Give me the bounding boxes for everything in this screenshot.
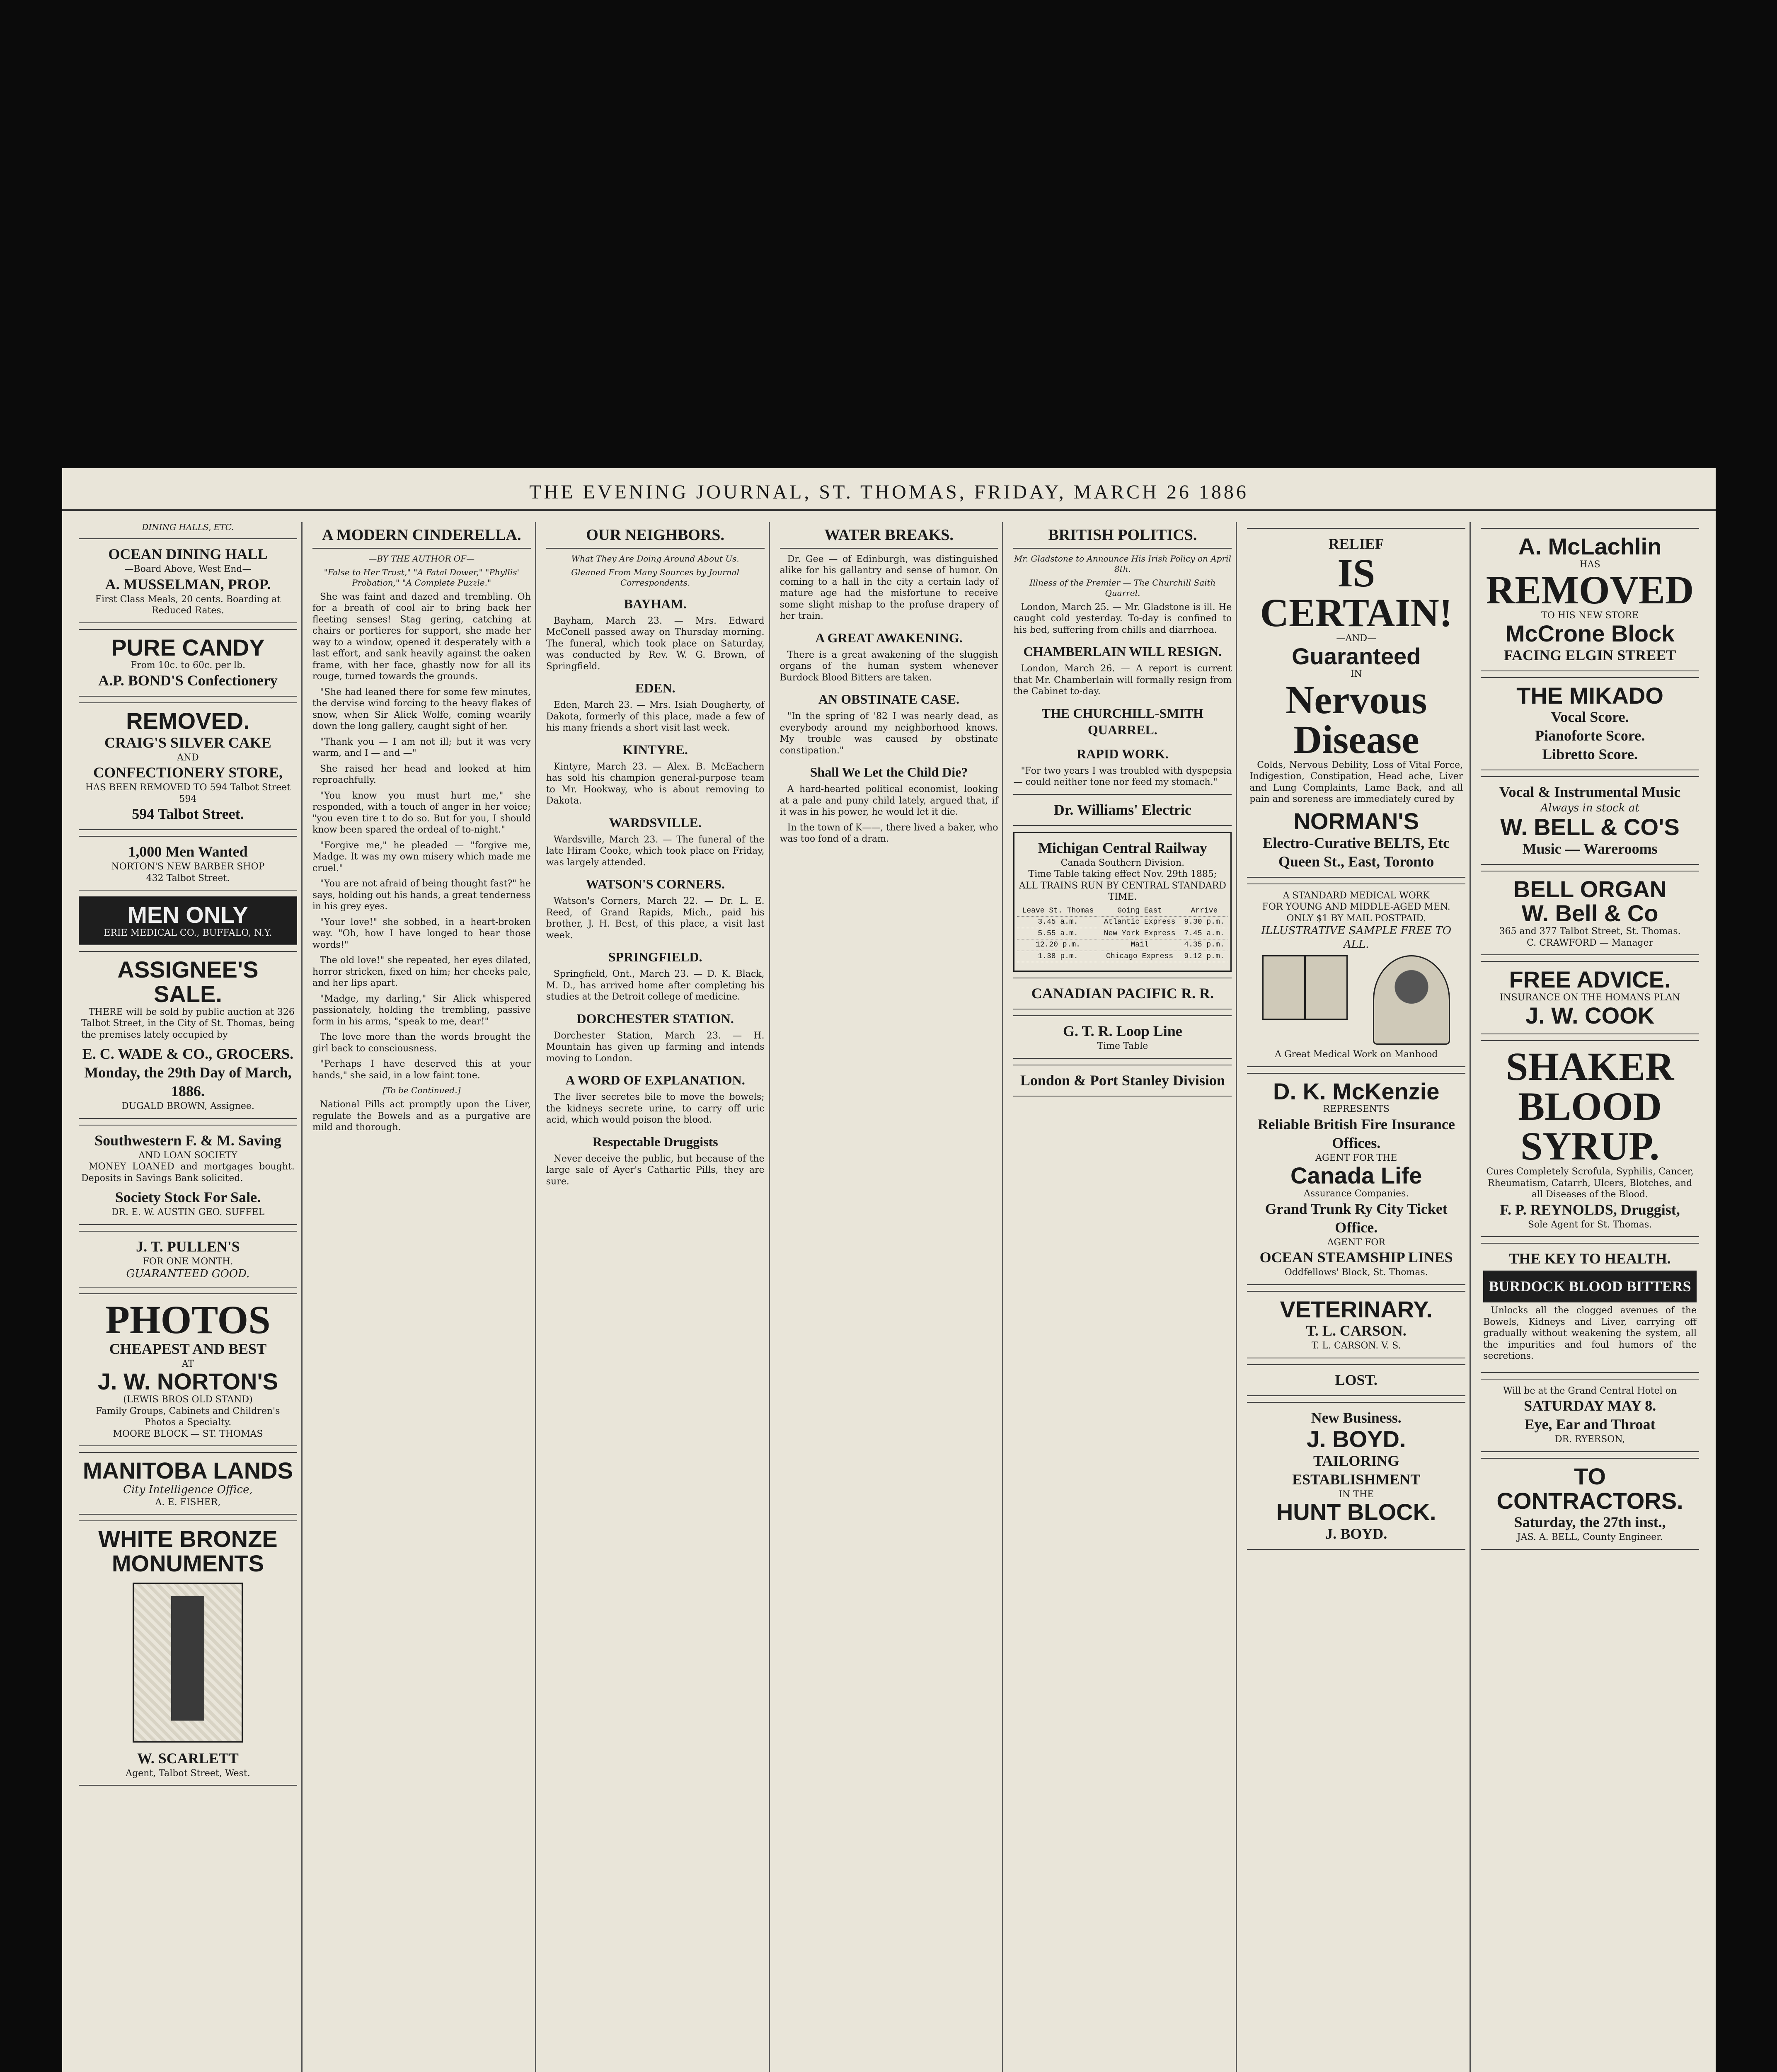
subhead: RAPID WORK. <box>1077 746 1169 761</box>
ad-title: TO CONTRACTORS. <box>1496 1463 1683 1514</box>
timetable-header: ALL TRAINS RUN BY CENTRAL STANDARD TIME. <box>1019 880 1226 902</box>
masthead: THE EVENING JOURNAL, ST. THOMAS, FRIDAY, MARCH 26 1886 <box>62 481 1716 511</box>
columns <box>75 522 1703 2072</box>
paragraph: Never deceive the public, but because of the large sale of Ayer's Cathartic Pills, they are sure. <box>546 1153 765 1187</box>
ad-and: —AND— <box>1336 633 1377 644</box>
ad-title: SHAKER BLOOD SYRUP. <box>1506 1044 1674 1169</box>
ad-name: T. L. CARSON. <box>1306 1322 1407 1339</box>
ad-title: OCEAN DINING HALL <box>108 546 268 562</box>
section-sub: Mr. Gladstone to Announce His Irish Policy on April 8th. <box>1014 553 1231 574</box>
ad-name: F. P. REYNOLDS, Druggist, <box>1500 1201 1680 1218</box>
ad-body: HAS BEEN REMOVED TO 594 Talbot Street 594 <box>85 782 291 804</box>
ad-at: AT <box>182 1358 194 1369</box>
ad-white-bronze <box>79 1520 297 1786</box>
ad-address: 365 and 377 Talbot Street, St. Thomas. <box>1499 926 1681 937</box>
subhead: A GREAT AWAKENING. <box>815 630 963 645</box>
ad-name: E. C. WADE & CO., GROCERS. <box>82 1046 294 1063</box>
timetable <box>1017 905 1228 963</box>
ad-title: Vocal & Instrumental Music <box>1499 784 1681 801</box>
column-4 <box>776 522 1004 2072</box>
column-7 <box>1477 522 1703 2072</box>
paragraph: The love more than the words brought the girl back to consciousness. <box>312 1032 531 1054</box>
paragraph: Kintyre, March 23. — Alex. B. McEachern has sold his champion general-purpose team to Mr. Hookway, who is about removing to Dakota. <box>546 761 765 806</box>
table-cell: Leave St. Thomas <box>1017 905 1099 917</box>
table-cell: 3.45 a.m. <box>1017 917 1099 928</box>
ad-manager: C. CRAWFORD — Manager <box>1527 937 1654 948</box>
ad-to: TO HIS NEW STORE <box>1541 610 1639 621</box>
ad-electric <box>1013 794 1232 826</box>
ad-body: THERE will be sold by public auction at 326 Talbot Street, in the City of St. Thomas, being the premises lately occupied by <box>81 1007 295 1040</box>
ad-sub: Always in stock at <box>1540 802 1639 815</box>
ad-body: Colds, Nervous Debility, Loss of Vital Force, Indigestion, Constipation, Head ache, Liver and Lung Complaints, Lame Back, and all pain and soreness are immediately cured by <box>1249 760 1463 805</box>
ad-sub: FOR YOUNG AND MIDDLE-AGED MEN. <box>1262 902 1450 913</box>
ad-nervous: Nervous <box>1286 677 1427 722</box>
section-title: BRITISH POLITICS. <box>1013 525 1232 549</box>
ad-sub: Eye, Ear and Throat <box>1524 1416 1656 1433</box>
ad-sub: MONUMENTS <box>111 1550 264 1576</box>
paragraph: "For two years I was troubled with dyspepsia — could neither tone nor feed my stomach." <box>1013 765 1232 787</box>
to-be-continued: [To be Continued.] <box>383 1085 461 1095</box>
table-cell: 7.45 a.m. <box>1181 928 1228 939</box>
ad-pullen <box>79 1231 297 1288</box>
table-cell: Going East <box>1099 905 1181 917</box>
section-sub-2: Gleaned From Many Sources by Journal Correspondents. <box>571 567 740 588</box>
ad-title: WHITE BRONZE <box>98 1526 278 1552</box>
paragraph: She raised her head and looked at him reproachfully. <box>312 763 531 785</box>
paragraph: Springfield, Ont., March 23. — D. K. Black, M. D., has arrived home after completing his studies at the Detroit college of medicine. <box>546 969 765 1002</box>
ad-title: Michigan Central Railway <box>1038 839 1207 856</box>
subhead: THE CHURCHILL-SMITH QUARREL. <box>1041 705 1203 737</box>
ad-sub-2: Time Table taking effect Nov. 29th 1885; <box>1028 869 1217 879</box>
table-cell: New York Express <box>1099 928 1181 939</box>
ad-footer: Agent, Talbot Street, West. <box>126 1768 250 1779</box>
table-cell: 4.35 p.m. <box>1181 939 1228 951</box>
ad-bell-music <box>1481 776 1699 864</box>
ad-block: McCrone Block <box>1505 620 1675 646</box>
ad-title: RELIEF <box>1328 535 1384 552</box>
ad-name: J. BOYD. <box>1306 1426 1406 1452</box>
ad-title: VETERINARY. <box>1280 1296 1433 1322</box>
ad-pure-candy <box>79 629 297 697</box>
ad-name: A.P. BOND'S Confectionery <box>98 672 278 689</box>
paragraph: "You know you must hurt me," she responded, with a touch of anger in her voice; "you even tire t to do so. But for you, I should know been spared the ordeal of to-night." <box>312 790 531 835</box>
ad-disease: Disease <box>1293 717 1419 762</box>
ad-address: Oddfellows' Block, St. Thomas. <box>1284 1267 1428 1278</box>
table-cell: 5.55 a.m. <box>1017 928 1099 939</box>
paragraph: Dr. Gee — of Edinburgh, was distinguished alike for his gallantry and sense of humor. On coming to a hall in the city a certain lady of mature age had the misfortune to receive some slight mishap to the profuse drapery of her train. <box>780 554 998 621</box>
ad-date: Monday, the 29th Day of March, 1886. <box>84 1064 292 1100</box>
table-row <box>1017 951 1228 962</box>
ad-title: BELL ORGAN <box>1513 876 1667 902</box>
ad-title: PURE CANDY <box>111 634 265 661</box>
ad-name: A. E. FISHER, <box>155 1497 221 1508</box>
section-title: DINING HALLS, ETC. <box>142 522 234 532</box>
ad-name: NORTON'S NEW BARBER SHOP <box>111 862 265 872</box>
ad-footer: GUARANTEED GOOD. <box>126 1268 250 1280</box>
ad-name: NORMAN'S <box>1293 808 1419 834</box>
ad-name: D. K. McKenzie <box>1273 1078 1440 1104</box>
ad-relief <box>1247 528 1465 878</box>
ad-name: W. BELL & CO'S <box>1500 813 1680 840</box>
paragraph: A hard-hearted political economist, looking at a pale and puny child lately, argued that, if it was in his power, he would let it die. <box>780 784 998 817</box>
ad-title: London & Port Stanley Division <box>1020 1072 1225 1089</box>
ad-sub: Time Table <box>1097 1041 1148 1051</box>
ad-agent: Sole Agent for St. Thomas. <box>1528 1219 1652 1230</box>
paragraph: National Pills act promptly upon the Liver, regulate the Bowels and as a purgative are mild and thorough. <box>312 1099 531 1133</box>
paragraph: Bayham, March 23. — Mrs. Edward McConell passed away on Thursday morning. The funeral, which took place on Saturday, was conducted by Rev. W. G. Brown, of Springfield. <box>546 615 765 672</box>
ad-title: PHOTOS <box>105 1297 271 1342</box>
ad-sub: Vocal Score. <box>1551 709 1629 726</box>
ad-ticket: Grand Trunk Ry City Ticket Office. <box>1265 1200 1448 1236</box>
ad-body: ERIE MEDICAL CO., BUFFALO, N.Y. <box>104 927 272 938</box>
monument-icon <box>133 1583 243 1743</box>
ad-removed <box>79 702 297 830</box>
table-cell: Mail <box>1099 939 1181 951</box>
ad-name: J. W. COOK <box>1525 1002 1655 1029</box>
paragraph: "Perhaps I have deserved this at your hands," she said, in a low faint tone. <box>312 1059 531 1081</box>
book-icon <box>1262 955 1348 1020</box>
ad-title: REMOVED. <box>126 707 250 734</box>
ad-men-only <box>79 896 297 945</box>
table-cell: Arrive <box>1181 905 1228 917</box>
ad-block: HUNT BLOCK. <box>1276 1499 1436 1525</box>
ad-title: G. T. R. Loop Line <box>1063 1023 1182 1039</box>
ad-sub: REPRESENTS <box>1323 1104 1390 1115</box>
paragraph: In the town of K——, there lived a baker, who was too fond of a dram. <box>780 822 998 844</box>
ad-title: 1,000 Men Wanted <box>128 843 248 860</box>
ad-title-2: CONFECTIONERY STORE, <box>93 764 283 781</box>
ad-sub: Cures Completely Scrofula, Syphilis, Cancer, Rheumatism, Catarrh, Ulcers, Blotches, and all Diseases of the Blood. <box>1486 1167 1694 1200</box>
ad-life: Canada Life <box>1290 1162 1422 1189</box>
table-cell: Chicago Express <box>1099 951 1181 962</box>
ad-title: MANITOBA LANDS <box>82 1457 293 1484</box>
ad-sub: AND LOAN SOCIETY <box>138 1150 237 1161</box>
ad-sub: City Intelligence Office, <box>123 1484 253 1496</box>
ad-product: Electro-Curative BELTS, Etc <box>1263 834 1450 851</box>
ad-title: J. T. PULLEN'S <box>136 1238 240 1255</box>
ad-body: Reliable British Fire Insurance Offices. <box>1257 1116 1455 1151</box>
subhead: WATSON'S CORNERS. <box>586 876 725 891</box>
story-title: A MODERN CINDERELLA. <box>312 525 531 549</box>
story-title: WATER BREAKS. <box>780 525 998 549</box>
ad-shaker-syrup <box>1481 1040 1699 1237</box>
ad-title: New Business. <box>1311 1409 1402 1426</box>
ad-signature: DUGALD BROWN, Assignee. <box>121 1101 254 1112</box>
subhead: CHAMBERLAIN WILL RESIGN. <box>1023 644 1222 659</box>
ad-canadian-pacific <box>1013 978 1232 1009</box>
ad-body: From 10c. to 60c. per lb. <box>130 660 246 671</box>
ad-bell-organ <box>1481 871 1699 956</box>
ad-name: BURDOCK BLOOD BITTERS <box>1489 1278 1691 1295</box>
ad-has: HAS <box>1579 559 1600 570</box>
paragraph: The old love!" she repeated, her eyes dilated, horror stricken, fixed on him; her cheeks pale, and her lips apart. <box>312 955 531 988</box>
ad-name-2: (LEWIS BROS OLD STAND) <box>123 1394 253 1405</box>
ad-date: SATURDAY MAY 8. <box>1524 1397 1656 1414</box>
ad-title: Southwestern F. & M. Saving <box>94 1132 281 1149</box>
byline: —BY THE AUTHOR OF— <box>368 553 475 564</box>
ad-ocean: OCEAN STEAMSHIP LINES <box>1259 1249 1453 1266</box>
ad-title: THE MIKADO <box>1516 682 1663 709</box>
ad-title: THE KEY TO HEALTH. <box>1509 1250 1671 1267</box>
ad-signature: T. L. CARSON. V. S. <box>1311 1341 1401 1351</box>
ad-sub-2: Pianoforte Score. <box>1535 727 1645 744</box>
subhead: WARDSVILLE. <box>609 815 702 830</box>
ad-veterinary <box>1247 1291 1465 1358</box>
table-cell: 12.20 p.m. <box>1017 939 1099 951</box>
ad-michigan-central <box>1013 832 1232 972</box>
ad-photos <box>79 1293 297 1446</box>
ad-sub: Canada Southern Division. <box>1060 857 1185 868</box>
ad-name: A. McLachlin <box>1518 533 1662 559</box>
ad-lost <box>1247 1364 1465 1396</box>
ad-footer: Society Stock For Sale. <box>115 1189 261 1206</box>
paragraph: There is a great awakening of the sluggish organs of the human system whenever Burdock Blood Bitters are taken. <box>780 649 998 683</box>
ad-name: W. SCARLETT <box>137 1750 239 1767</box>
ad-assignee-sale <box>79 951 297 1119</box>
ad-name-2: Music — Warerooms <box>1522 840 1658 857</box>
ad-title: A STANDARD MEDICAL WORK <box>1283 890 1430 901</box>
ad-name: W. Bell & Co <box>1521 900 1658 927</box>
ad-sub: CRAIG'S SILVER CAKE <box>104 734 271 751</box>
table-row <box>1017 905 1228 917</box>
paragraph: "Thank you — I am not ill; but it was very warm, and I — and —" <box>312 736 531 758</box>
ad-removed: REMOVED <box>1486 568 1694 612</box>
ad-life-sub: Assurance Companies. <box>1304 1188 1409 1199</box>
paragraph: Dorchester Station, March 23. — H. Mountain has given up farming and intends moving to London. <box>546 1030 765 1064</box>
ad-sub: CHEAPEST AND BEST <box>109 1340 267 1357</box>
ad-body: Family Groups, Cabinets and Children's Photos a Specialty. <box>96 1406 280 1428</box>
paragraph: Wardsville, March 23. — The funeral of the late Hiram Cooke, which took place on Friday, was largely attended. <box>546 834 765 868</box>
ad-title: FREE ADVICE. <box>1509 966 1671 993</box>
subhead: EDEN. <box>635 680 675 695</box>
ad-mclachlin <box>1481 528 1699 671</box>
ad-title: CANADIAN PACIFIC R. R. <box>1031 985 1214 1002</box>
ad-body: First Class Meals, 20 cents. Boarding at Reduced Rates. <box>95 594 281 616</box>
newspaper-page <box>62 468 1716 2072</box>
ad-in: IN THE <box>1339 1489 1374 1500</box>
ad-body: INSURANCE ON THE HOMANS PLAN <box>1499 992 1680 1003</box>
ad-title: Will be at the Grand Central Hotel on <box>1503 1385 1677 1396</box>
subhead: AN OBSTINATE CASE. <box>818 692 959 707</box>
ad-contractors <box>1481 1458 1699 1550</box>
ad-in: IN <box>1350 669 1362 680</box>
ad-free-advice <box>1481 961 1699 1034</box>
column-3 <box>542 522 770 2072</box>
burdock-banner <box>1483 1271 1697 1302</box>
paragraph: "She had leaned there for some few minutes, the dervise wind forcing to the heavy flakes of snow, when Sir Alick Wolfe, coming wearily down the long gallery, caught sight of her. <box>312 687 531 731</box>
subhead: DORCHESTER STATION. <box>576 1011 734 1026</box>
paragraph: Watson's Corners, March 22. — Dr. L. E. Reed, of Grand Rapids, Mich., paid his brother, J. H. Best, of this place, a visit last week. <box>546 896 765 941</box>
subhead: KINTYRE. <box>622 742 688 757</box>
ad-loop-line <box>1013 1015 1232 1059</box>
section-sub-2: Illness of the Premier — The Churchill Saith Quarrel. <box>1029 577 1216 598</box>
table-row <box>1017 928 1228 939</box>
ad-name: J. W. NORTON'S <box>97 1368 278 1395</box>
ad-name: A. MUSSELMAN, PROP. <box>105 576 271 593</box>
paragraph: London, March 26. — A report is current that Mr. Chamberlain will formally resign from the Cabinet to-day. <box>1013 663 1232 697</box>
subhead: Shall We Let the Child Die? <box>810 765 968 779</box>
ad-eye-ear-throat <box>1481 1379 1699 1452</box>
paragraph: "You are not afraid of being thought fast?" he says, holding out his hands, a great tenderness in his grey eyes. <box>312 879 531 912</box>
ad-body: Unlocks all the clogged avenues of the Bowels, Kidneys and Liver, carrying off gradually without weakening the system, all the impurities and foul humors of the secretions. <box>1483 1305 1697 1362</box>
ad-sub: —Board Above, West End— <box>124 564 252 574</box>
ad-ocean-dining <box>79 538 297 623</box>
ad-mikado <box>1481 677 1699 771</box>
table-cell: 9.30 p.m. <box>1181 917 1228 928</box>
ad-footer: MOORE BLOCK — ST. THOMAS <box>113 1428 263 1439</box>
ad-body: MONEY LOANED and mortgages bought. Deposits in Savings Bank solicited. <box>81 1162 295 1184</box>
column-6 <box>1243 522 1471 2072</box>
section-sub: What They Are Doing Around About Us. <box>571 553 739 564</box>
byline-2: "False to Her Trust," "A Fatal Dower," "Phyllis' Probation," "A Complete Puzzle." <box>324 567 519 588</box>
ad-guaranteed: Guaranteed <box>1292 643 1421 669</box>
ad-headline: IS CERTAIN! <box>1260 551 1453 635</box>
table-row <box>1017 917 1228 928</box>
ad-book: A Great Medical Work on Manhood <box>1275 1049 1438 1060</box>
ad-barber <box>79 836 297 891</box>
ad-body: 432 Talbot Street. <box>146 873 230 884</box>
table-cell: 9.12 p.m. <box>1181 951 1228 962</box>
subhead: A WORD OF EXPLANATION. <box>565 1072 745 1087</box>
ad-medical-work <box>1247 884 1465 1067</box>
ad-illustrations <box>1249 951 1463 1049</box>
table-cell: 1.38 p.m. <box>1017 951 1099 962</box>
table-row <box>1017 939 1228 951</box>
paragraph: London, March 25. — Mr. Gladstone is ill. He caught cold yesterday. To-day is confined to his bed, suffering from chills and diarrhoea. <box>1013 602 1232 635</box>
ad-and: AND <box>177 752 199 763</box>
ad-title: MEN ONLY <box>128 902 248 928</box>
subhead: BAYHAM. <box>624 596 687 611</box>
ad-body: TAILORING ESTABLISHMENT <box>1292 1452 1421 1488</box>
paragraph: She was faint and dazed and trembling. Oh for a breath of cool air to bring back her fleeting senses! Stag gering, catching at chairs or portieres for support, she made her way to a window, opened it desperately with a last effort, and sank heavily against the oaken frame, with her face, ghastly now for all its rouge, turned towards the grounds. <box>312 591 531 682</box>
ad-facing: FACING ELGIN STREET <box>1503 646 1676 663</box>
ad-date: Saturday, the 27th inst., <box>1514 1514 1666 1531</box>
ad-title: ASSIGNEE'S SALE. <box>117 956 259 1007</box>
ad-agent-2: AGENT FOR <box>1327 1237 1385 1248</box>
ad-signature: J. BOYD. <box>1325 1525 1387 1542</box>
ad-sub-3: Libretto Score. <box>1542 746 1638 763</box>
ad-name: DR. RYERSON, <box>1555 1434 1625 1445</box>
ad-port-stanley <box>1013 1065 1232 1097</box>
ad-mckenzie <box>1247 1073 1465 1285</box>
column-1 <box>75 522 303 2072</box>
paragraph: "Madge, my darling," Sir Alick whispered passionately, holding the trembling, passive form in his arms, "speak to me, dear!" <box>312 993 531 1027</box>
ad-savings <box>79 1125 297 1225</box>
paragraph: "In the spring of '82 I was nearly dead, as everybody around my neighborhood knows. My trouble was caused by obstinate constipation." <box>780 711 998 756</box>
portrait-icon <box>1373 955 1450 1045</box>
paragraph: Eden, March 23. — Mrs. Isiah Dougherty, of Dakota, formerly of this place, made a few of his many friends a short visit last week. <box>546 700 765 733</box>
paragraph: The liver secretes bile to move the bowels; the kidneys secrete urine, to carry off uric acid, which would poison the blood. <box>546 1092 765 1125</box>
paragraph: "Forgive me," he pleaded — "forgive me, Madge. It was my own misery which made me cruel." <box>312 840 531 874</box>
table-cell: Atlantic Express <box>1099 917 1181 928</box>
ad-manitoba <box>79 1452 297 1515</box>
column-5 <box>1009 522 1237 2072</box>
subhead: SPRINGFIELD. <box>608 949 702 964</box>
ad-key-to-health <box>1481 1243 1699 1373</box>
ad-footer: 594 Talbot Street. <box>132 806 244 823</box>
section-title: OUR NEIGHBORS. <box>546 525 765 549</box>
ad-title: LOST. <box>1335 1371 1378 1388</box>
ad-address: Queen St., East, Toronto <box>1278 853 1434 870</box>
ad-new-business <box>1247 1402 1465 1550</box>
ad-title: Dr. Williams' Electric <box>1053 801 1192 818</box>
ad-illustrated: ILLUSTRATIVE SAMPLE FREE TO ALL. <box>1261 925 1452 951</box>
ad-sub: FOR ONE MONTH. <box>143 1256 233 1267</box>
ad-name: DR. E. W. AUSTIN GEO. SUFFEL <box>111 1207 265 1218</box>
column-2 <box>308 522 536 2072</box>
ad-signature: JAS. A. BELL, County Engineer. <box>1517 1532 1663 1543</box>
ad-agent: AGENT FOR THE <box>1315 1152 1397 1163</box>
subhead: Respectable Druggists <box>592 1134 718 1149</box>
ad-price: ONLY $1 BY MAIL POSTPAID. <box>1286 913 1426 924</box>
paragraph: "Your love!" she sobbed, in a heart-broken way. "Oh, how I have longed to hear those words!" <box>312 917 531 950</box>
